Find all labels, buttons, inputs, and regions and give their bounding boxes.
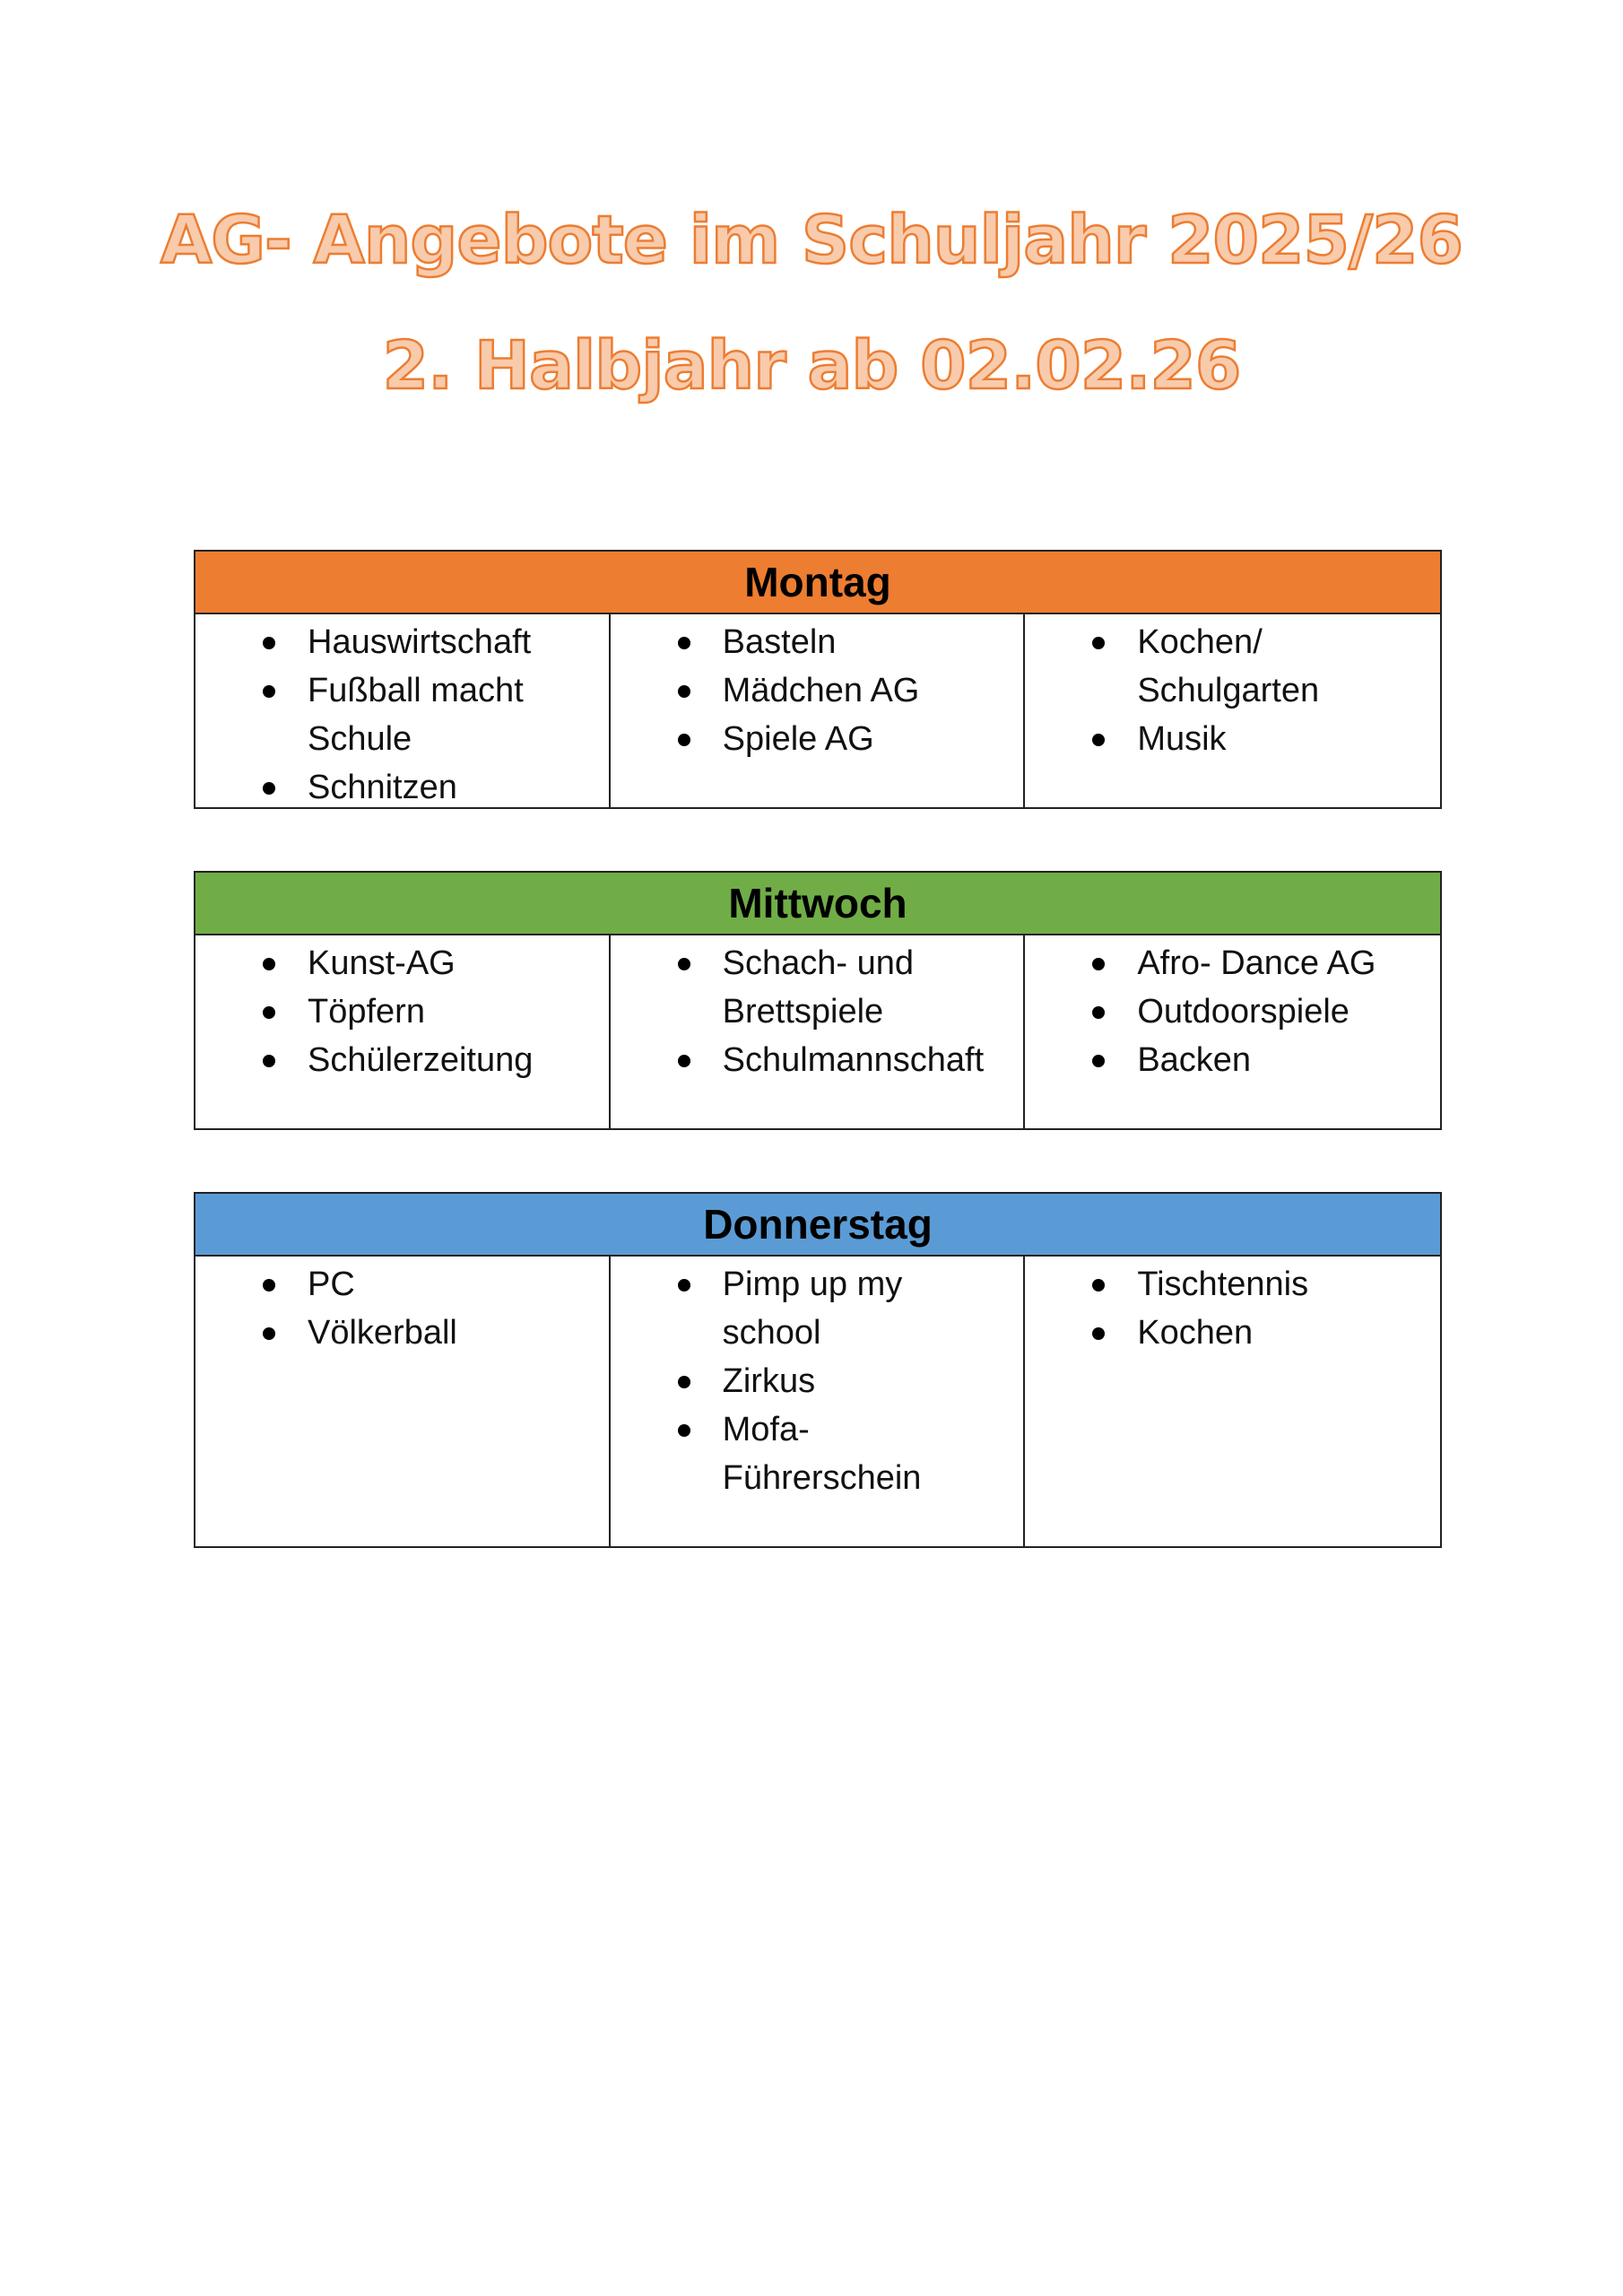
offer-item: Zirkus (673, 1357, 1024, 1405)
offer-item: Fußball macht Schule (258, 666, 532, 763)
offer-item: Schach- und Brettspiele (673, 939, 947, 1036)
offer-item: Schnitzen (258, 763, 609, 812)
offer-column (1025, 1257, 1440, 1546)
offer-column (1025, 614, 1440, 807)
mittwoch-table (194, 871, 1442, 1130)
offer-column (611, 935, 1026, 1128)
offer-item: Mädchen AG (673, 666, 1024, 715)
offer-item: Mofa-Führerschein (673, 1405, 938, 1502)
offer-item: Hauswirtschaft (258, 618, 609, 666)
offer-item: Basteln (673, 618, 1024, 666)
offer-item: Tischtennis (1088, 1260, 1440, 1309)
offer-item: Schülerzeitung (258, 1036, 609, 1084)
offer-item: Musik (1088, 715, 1440, 763)
offer-column (611, 614, 1026, 807)
offer-column (195, 1257, 611, 1546)
offer-item: Spiele AG (673, 715, 1024, 763)
page-subtitle: 2. Halbjahr ab 02.02.26 (382, 327, 1241, 404)
offer-item: Völkerball (258, 1309, 609, 1357)
offer-column (195, 614, 611, 807)
offer-item: Kunst-AG (258, 939, 609, 987)
offer-item: Kochen/ Schulgarten (1088, 618, 1343, 715)
page-title: AG- Angebote im Schuljahr 2025/26 (160, 202, 1463, 279)
offer-item: Schulmannschaft (673, 1036, 1024, 1084)
offer-item: Backen (1088, 1036, 1440, 1084)
donnerstag-table (194, 1192, 1442, 1548)
offer-item: Pimp up my school (673, 1260, 929, 1357)
offer-column (1025, 935, 1440, 1128)
day-header: Donnerstag (195, 1194, 1440, 1257)
day-header: Montag (195, 552, 1440, 614)
offer-item: PC (258, 1260, 609, 1309)
offer-item: Outdoorspiele (1088, 987, 1440, 1036)
offer-column (611, 1257, 1026, 1546)
offer-item: Afro- Dance AG (1088, 939, 1440, 987)
offer-item: Kochen (1088, 1309, 1440, 1357)
montag-table (194, 550, 1442, 809)
day-header: Mittwoch (195, 873, 1440, 935)
offer-column (195, 935, 611, 1128)
offer-item: Töpfern (258, 987, 609, 1036)
